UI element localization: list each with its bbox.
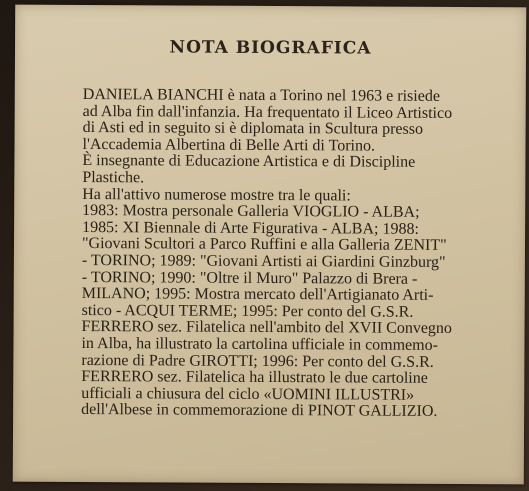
document-title: NOTA BIOGRAFICA xyxy=(169,37,372,59)
text-line: ad Alba fin dall'infanzia. Ha frequentato il Liceo Artistico xyxy=(82,102,453,122)
text-line: ufficiali a chiusura del ciclo «UOMINI ILLUSTRI» xyxy=(81,384,415,404)
text-line: DANIELA BIANCHI è nata a Torino nel 1963 e risiede xyxy=(82,86,440,105)
text-line: l'Accademia Albertina di Belle Arti di Torino. xyxy=(82,135,376,155)
biography-card xyxy=(13,5,526,485)
text-line: stico - ACQUI TERME; 1995: Per conto del G.S.R. xyxy=(81,301,414,321)
biography-text xyxy=(81,87,529,421)
text-line: FERRERO sez. Filatelica nell'ambito del XVII Convegno xyxy=(81,318,452,338)
text-line: di Asti ed in seguito si è diplomata in Scultura presso xyxy=(82,119,424,138)
text-line: "Giovani Scultori a Parco Ruffini e alla Galleria ZENIT" xyxy=(81,235,447,255)
text-line: FERRERO sez. Filatelica ha illustrato le due cartoline xyxy=(81,368,428,387)
text-line: razione di Padre GIROTTI; 1996: Per conto del G.S.R. xyxy=(81,351,434,371)
text-line: È insegnante di Educazione Artistica e di Discipline xyxy=(82,152,416,172)
text-line: 1983: Mostra personale Galleria VIOGLIO - ALBA; xyxy=(82,202,420,221)
text-line: 1985: XI Biennale di Arte Figurativa - ALBA; 1988: xyxy=(82,218,419,238)
text-line: MILANO; 1995: Mostra mercato dell'Artigianato Arti- xyxy=(81,285,434,304)
text-line: dell'Albese in commemorazione di PINOT GALLIZIO. xyxy=(81,401,438,421)
text-line: - TORINO; 1990: "Oltre il Muro" Palazzo di Brera - xyxy=(81,268,418,288)
text-line: Ha all'attivo numerose mostre tra le quali: xyxy=(82,185,351,204)
text-line: Plastiche. xyxy=(82,168,145,187)
text-line: in Alba, ha illustrato la cartolina ufficiale in commemo- xyxy=(81,334,439,354)
text-line: - TORINO; 1989: "Giovani Artisti ai Giardini Ginzburg" xyxy=(81,251,446,271)
